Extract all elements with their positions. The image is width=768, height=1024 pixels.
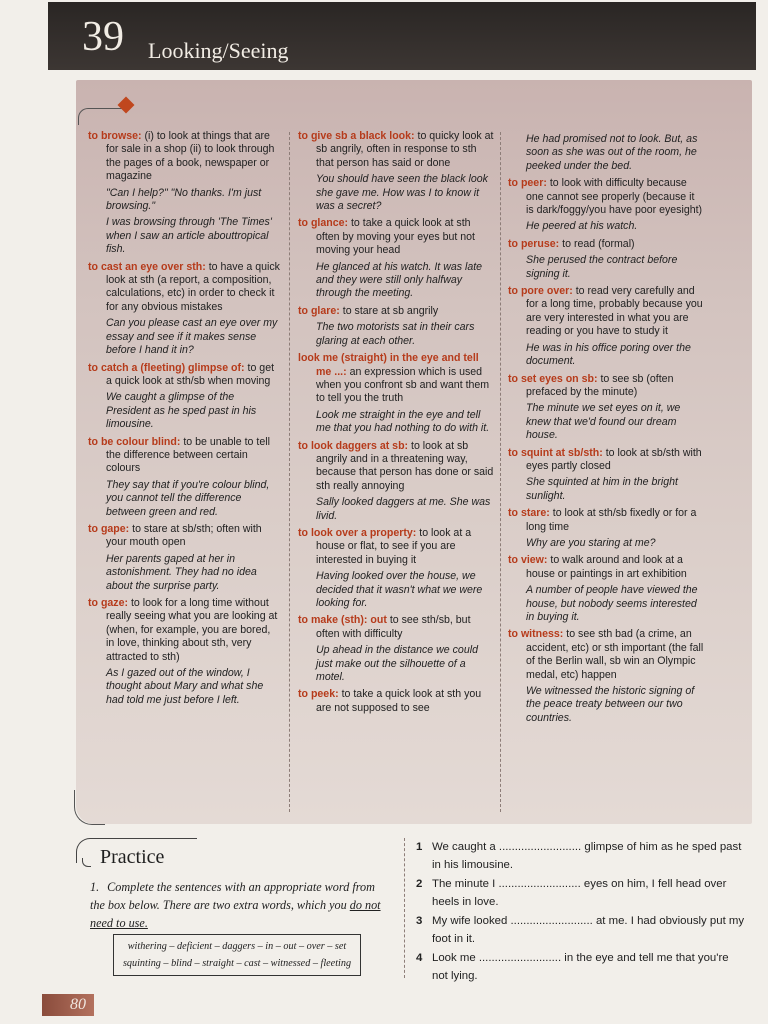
question-text: My wife looked .......................... at me. I had obviously put my foot in it. xyxy=(432,915,745,945)
entry-definition: to stare at sb/sth; often with your mouth open xyxy=(106,522,262,549)
entry-definition: to be unable to tell the difference between certain colours xyxy=(106,435,270,475)
entry-term: to give sb a black look: xyxy=(298,130,415,142)
word-box xyxy=(113,934,361,976)
entry-definition-line xyxy=(508,447,704,474)
entry-example: Can you please cast an eye over my essay and see if it makes sense before I hand it in? xyxy=(106,317,278,357)
practice-title: Practice xyxy=(100,846,165,868)
entry-term: to stare: xyxy=(508,507,550,520)
vocabulary-entry xyxy=(508,238,704,281)
entry-definition-line xyxy=(298,688,494,715)
entry-definition-line xyxy=(88,130,280,184)
entry-example: Why are you staring at me? xyxy=(526,536,656,549)
entry-definition-line xyxy=(298,614,494,641)
entry-example: Her parents gaped at her in astonishment. They had no idea about the surprise party. xyxy=(106,552,257,592)
entry-definition-line xyxy=(298,527,494,567)
practice-question xyxy=(416,838,746,874)
vocabulary-entry xyxy=(298,527,494,610)
entry-definition-line xyxy=(88,523,280,550)
column-divider xyxy=(500,132,501,812)
entry-definition-line xyxy=(88,362,280,389)
unit-title: Looking/Seeing xyxy=(148,38,289,63)
entry-term: to catch a (fleeting) glimpse of: xyxy=(88,361,245,374)
entry-definition: to see sb (often prefaced by the minute) xyxy=(526,372,674,398)
question-text: We caught a .......................... glimpse of him as he sped past in his limousine. xyxy=(432,841,742,871)
entry-definition: to look with difficulty because one cannot see properly (because it is dark/foggy/you have poor eyesight) xyxy=(526,177,703,217)
entry-definition-line xyxy=(508,285,704,339)
entry-definition-line xyxy=(508,177,704,217)
entry-term: to look daggers at sb: xyxy=(298,439,409,452)
unit-header xyxy=(48,2,756,70)
vocabulary-entry xyxy=(88,597,280,707)
practice-question xyxy=(416,949,746,985)
page-number-tab xyxy=(42,994,94,1016)
entry-example: A number of people have viewed the house, but nobody seems interested in buying it. xyxy=(526,584,698,623)
decorative-corner-line xyxy=(78,108,125,125)
practice-questions xyxy=(416,838,746,986)
entry-term: to cast an eye over sth: xyxy=(88,260,206,273)
vocabulary-entry xyxy=(508,507,704,550)
instruction-text: Complete the sentences with an appropriate word from the box below. There are two extra words, which you xyxy=(90,880,375,912)
entry-term: to pore over: xyxy=(508,285,573,298)
entry-definition: to see sth bad (a crime, an accident, etc) or sth important (the fall of the Berlin wall, sb win an Olympic medal, etc) happen xyxy=(526,628,704,681)
entry-example: Sally looked daggers at me. She was livid. xyxy=(316,496,491,522)
entry-definition: to read (formal) xyxy=(562,237,635,250)
question-number: 2 xyxy=(416,878,423,890)
vocabulary-entry xyxy=(298,614,494,684)
practice-divider xyxy=(404,838,405,978)
entry-example: Look me straight in the eye and tell me that you had nothing to do with it. xyxy=(316,408,490,435)
practice-bullet-icon xyxy=(82,858,91,867)
word-box-line: withering – deficient – daggers – in – out – over – set xyxy=(127,941,347,952)
entry-example: The minute we set eyes on it, we knew that we'd found our dream house. xyxy=(526,402,681,442)
entry-definition: to quicky look at sb angrily, often in response to sth that person has said or done xyxy=(316,130,494,169)
entry-term: to gape: xyxy=(88,522,130,535)
entry-definition: to walk around and look at a house or paintings in art exhibition xyxy=(526,554,687,580)
vocabulary-entry xyxy=(298,688,494,715)
entry-term: to set eyes on sb: xyxy=(508,372,598,385)
vocabulary-entry xyxy=(298,217,494,300)
entry-example: I was browsing through 'The Times' when I saw an article abouttropical fish. xyxy=(106,216,272,256)
vocabulary-entry xyxy=(88,523,280,593)
entry-definition-line xyxy=(298,130,494,170)
entry-definition: to take a quick look at sth you are not supposed to see xyxy=(316,688,482,714)
entry-example: The two motorists sat in their cars glaring at each other. xyxy=(316,321,475,347)
entry-definition: to see sth/sb, but often with difficulty xyxy=(316,614,471,640)
entry-definition-line xyxy=(88,261,280,315)
entry-definition: an expression which is used when you confront sb and want them to tell you the truth xyxy=(316,365,490,405)
entry-example: He peered at his watch. xyxy=(526,220,638,233)
vocabulary-entry xyxy=(88,130,280,257)
entry-example: He glanced at his watch. It was late and they were still only halfway through the meeting. xyxy=(316,260,483,300)
entry-term: to be colour blind: xyxy=(88,435,181,448)
exercise-instruction xyxy=(90,878,390,932)
question-number: 3 xyxy=(416,915,423,927)
entry-term: to squint at sb/sth: xyxy=(508,446,603,459)
vocabulary-column-1 xyxy=(88,130,280,711)
entry-term: to look over a property: xyxy=(298,526,417,539)
vocabulary-entry xyxy=(508,177,704,234)
question-number: 1 xyxy=(416,841,423,853)
vocabulary-column-2 xyxy=(298,130,494,719)
entry-definition: to look at sth/sb fixedly or for a long time xyxy=(526,507,697,533)
entry-definition: (i) to look at things that are for sale in a shop (ii) to look through the pages of a book, newspaper or magazine xyxy=(106,130,275,183)
instruction-text-underlined: do not need to use. xyxy=(90,898,381,930)
unit-number: 39 xyxy=(82,14,124,60)
vocabulary-entry xyxy=(298,305,494,348)
entry-definition: to take a quick look at sth often by moving your eyes but not moving your head xyxy=(316,217,475,257)
entry-example: Having looked over the house, we decided that it wasn't what we were looking for. xyxy=(316,570,483,609)
vocabulary-entry xyxy=(88,261,280,358)
page-number: 80 xyxy=(70,996,86,1013)
entry-term: to browse: xyxy=(88,130,142,142)
entry-definition-line xyxy=(508,554,704,581)
word-box-line: squinting – blind – straight – cast – witnessed – fleeting xyxy=(122,958,352,969)
entry-term: to peruse: xyxy=(508,237,560,250)
column-divider xyxy=(289,132,290,812)
vocabulary-entry xyxy=(88,436,280,519)
entry-definition: to get a quick look at sth/sb when moving xyxy=(106,361,275,387)
vocabulary-entry xyxy=(508,285,704,368)
entry-term: to glance: xyxy=(298,217,349,230)
entry-example: Up ahead in the distance we could just make out the silhouette of a motel. xyxy=(316,644,478,684)
practice-question xyxy=(416,875,746,911)
entry-term: to glare: xyxy=(298,304,340,317)
entry-definition: to look at a house or flat, to see if you are interested in buying it xyxy=(316,526,472,566)
entry-term: to peer: xyxy=(508,177,547,190)
entry-definition: to look at sb angrily and in a threatening way, because that person has done or said sth really annoying xyxy=(316,439,494,492)
question-number: 4 xyxy=(416,952,423,964)
entry-example: "Can I help?" "No thanks. I'm just browsing." xyxy=(106,186,262,213)
vocabulary-entry xyxy=(508,133,704,173)
entry-definition-line xyxy=(298,305,494,318)
entry-definition: to stare at sb angrily xyxy=(342,304,439,317)
exercise-number: 1. xyxy=(90,880,100,894)
entry-example: He had promised not to look. But, as soon as she was out of the room, he peeked under the bed. xyxy=(526,133,698,172)
entry-example: We witnessed the historic signing of the peace treaty between our two countries. xyxy=(526,685,695,724)
entry-example: He was in his office poring over the document. xyxy=(526,341,691,368)
entry-definition: to have a quick look at sth (a report, a composition, calculations, etc) in order to check it for any obvious mistakes xyxy=(106,260,280,313)
vocabulary-entry xyxy=(88,362,280,432)
entry-example: We caught a glimpse of the President as he sped past in his limousine. xyxy=(106,391,257,431)
entry-term: to make (sth): out xyxy=(298,614,387,627)
entry-term: to peek: xyxy=(298,688,339,701)
entry-term: look me (straight) in the eye and tell me ...: xyxy=(298,352,479,378)
vocabulary-column-3 xyxy=(508,130,704,729)
entry-definition-line xyxy=(508,628,704,682)
entry-example: They say that if you're colour blind, you cannot tell the difference between green and red. xyxy=(106,478,270,518)
entry-example: She perused the contract before signing it. xyxy=(526,254,678,280)
entry-term: to gaze: xyxy=(88,597,129,609)
question-text: Look me .......................... in the eye and tell me that you're not lying. xyxy=(432,952,729,982)
vocabulary-entry xyxy=(298,352,494,435)
entry-definition: to look for a long time without really seeing what you are looking at (when, for example, you are bored, in love, thinking about sth, very attracted to sth) xyxy=(106,597,278,663)
vocabulary-entry xyxy=(298,130,494,213)
question-text: The minute I .......................... eyes on him, I fell head over heels in love. xyxy=(432,878,727,908)
entry-definition-line xyxy=(88,597,280,664)
vocabulary-entry xyxy=(508,554,704,624)
entry-definition-line xyxy=(88,436,280,476)
decorative-bottom-curve xyxy=(74,790,105,825)
entry-term: to view: xyxy=(508,554,548,567)
vocabulary-entry xyxy=(508,447,704,504)
entry-definition-line xyxy=(508,373,704,400)
entry-example: She squinted at him in the bright sunlight. xyxy=(526,476,678,502)
entry-term: to witness: xyxy=(508,628,564,641)
entry-example: You should have seen the black look she gave me. How was I to know it was a secret? xyxy=(316,173,488,213)
vocabulary-entry xyxy=(508,628,704,725)
vocabulary-entry xyxy=(298,440,494,523)
practice-question xyxy=(416,912,746,948)
entry-definition: to read very carefully and for a long time, probably because you are very interested in what you are reading or you have to study it xyxy=(526,285,703,338)
entry-example: As I gazed out of the window, I thought about Mary and what she had told me just before I left. xyxy=(106,667,264,706)
entry-definition-line xyxy=(298,440,494,494)
entry-definition-line xyxy=(298,352,494,406)
vocabulary-entry xyxy=(508,373,704,443)
entry-definition: to look at sb/sth with eyes partly closed xyxy=(526,446,702,472)
entry-definition-line xyxy=(508,507,704,534)
entry-definition-line xyxy=(298,217,494,257)
entry-definition-line xyxy=(508,238,704,251)
